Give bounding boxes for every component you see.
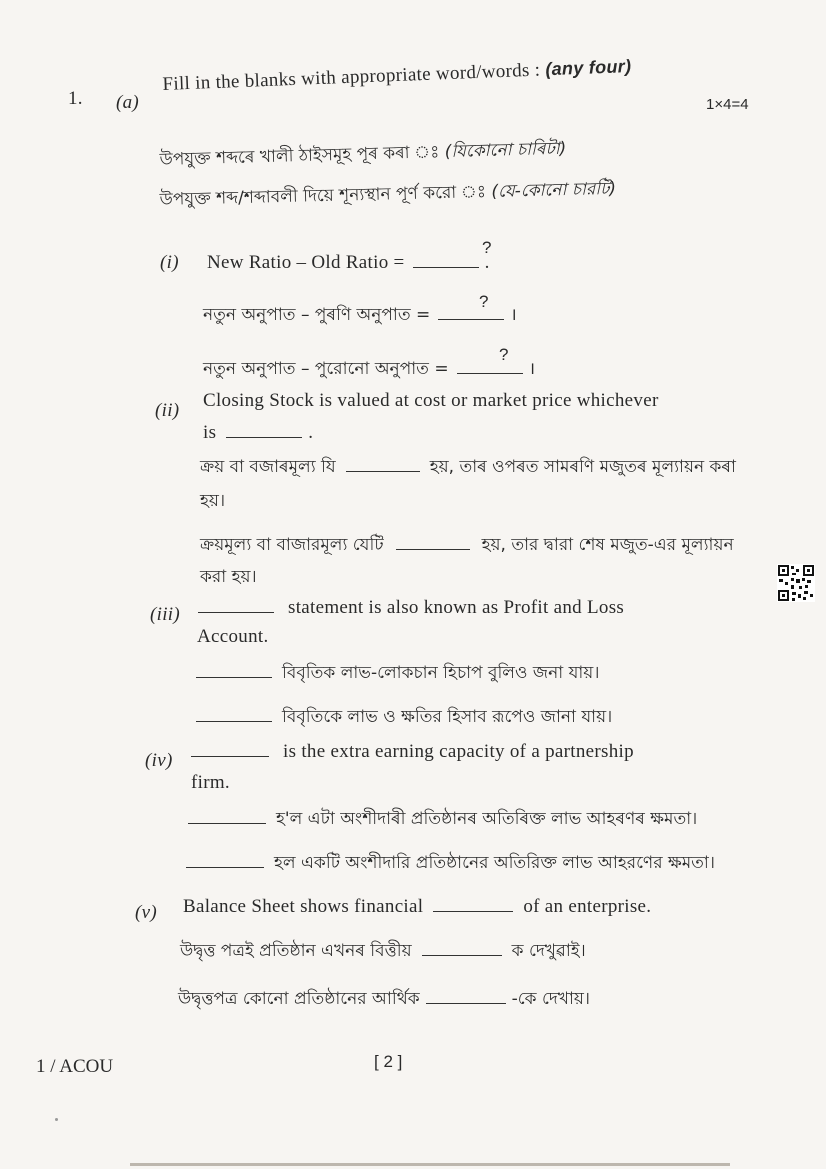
item-ii-bengali-line1: ক্রয়মূল্য বা বাজারমূল্য যেটি হয়, তার দ্বারা শেষ মজুত-এর মূল্যায়ন [200, 535, 734, 555]
marks-label: 1×4=4 [706, 96, 749, 113]
blank-line [188, 822, 266, 824]
blank-line [438, 318, 504, 320]
item-label-ii: (ii) [155, 400, 180, 421]
item-i-bengali: নতুন অনুপাত – পুরোনো অনুপাত = । [203, 359, 536, 379]
item-label-i: (i) [160, 252, 179, 273]
item-ii-english-line2: is . [203, 422, 314, 443]
instruction-assamese: উপযুক্ত শব্দৰে খালী ঠাইসমূহ পূৰ কৰা ঃ (যিকোনো চাৰিটা) [159, 138, 567, 171]
item-ii-english-line1: Closing Stock is valued at cost or market price whichever [203, 390, 659, 411]
blank-line [346, 470, 420, 472]
item-iv-assamese: হ'ল এটা অংশীদাৰী প্ৰতিষ্ঠানৰ অতিৰিক্ত লাভ আহৰণৰ ক্ষমতা। [188, 806, 697, 834]
item-label-v: (v) [135, 902, 157, 923]
item-iii-assamese: বিবৃতিক লাভ-লোকচান হিচাপ বুলিও জনা যায়। [196, 660, 599, 688]
item-label-iii: (iii) [150, 604, 180, 625]
blank-line [457, 372, 523, 374]
blank-line [191, 755, 269, 757]
blank-line [196, 720, 272, 722]
page-number: [ 2 ] [374, 1052, 403, 1071]
paper-speck [55, 1118, 58, 1121]
item-ii-bengali-line2: করা হয়। [200, 567, 257, 587]
answer-question-mark: ? [482, 238, 492, 257]
blank-line [226, 436, 302, 438]
paper-code: 1 / ACOU [36, 1056, 114, 1077]
item-v-bengali: উদ্বৃত্তপত্র কোনো প্রতিষ্ঠানের আর্থিক -কে দেখায়। [178, 989, 590, 1009]
instruction-english: Fill in the blanks with appropriate word/words : (any four) [162, 56, 632, 96]
item-v-assamese: উদ্বৃত্ত পত্ৰই প্ৰতিষ্ঠান এখনৰ বিত্তীয় ক দেখুৱাই। [180, 941, 586, 961]
item-ii-assamese-line1: ক্ৰয় বা বজাৰমূল্য যি হয়, তাৰ ওপৰত সামৰণি মজুতৰ মূল্যায়ন কৰা [200, 457, 736, 477]
blank-line [413, 266, 479, 268]
qr-code [777, 564, 815, 602]
blank-line [433, 910, 513, 912]
item-iv-english-line2: firm. [191, 772, 230, 793]
blank-line [422, 954, 502, 956]
item-ii-assamese-line2: হয়। [200, 491, 226, 511]
item-i-english: New Ratio – Old Ratio = . [207, 252, 490, 273]
page-bottom-edge [130, 1163, 730, 1166]
item-iv-english-line1: is the extra earning capacity of a partnership [191, 741, 634, 763]
instruction-bengali: উপযুক্ত শব্দ/শব্দাবলী দিয়ে শূন্যস্থান পূর্ণ করো ঃ (যে-কোনো চারটি) [159, 178, 617, 211]
item-iii-english-line1: statement is also known as Profit and Loss [198, 597, 624, 619]
item-iii-english-line2: Account. [197, 626, 269, 647]
item-i-assamese: নতুন অনুপাত – পুৰণি অনুপাত = । [203, 305, 517, 325]
item-iii-bengali: বিবৃতিকে লাভ ও ক্ষতির হিসাব রূপেও জানা যায়। [196, 704, 612, 732]
item-iv-bengali: হল একটি অংশীদারি প্রতিষ্ঠানের অতিরিক্ত লাভ আহরণের ক্ষমতা। [186, 850, 715, 878]
blank-line [198, 611, 274, 613]
blank-line [426, 1002, 506, 1004]
item-label-iv: (iv) [145, 750, 173, 771]
blank-line [396, 548, 470, 550]
question-part: (a) [116, 92, 140, 113]
answer-question-mark: ? [479, 292, 489, 311]
question-number: 1. [68, 88, 83, 109]
blank-line [196, 676, 272, 678]
answer-question-mark: ? [499, 345, 509, 364]
item-v-english: Balance Sheet shows financial of an enterprise. [183, 896, 652, 917]
blank-line [186, 866, 264, 868]
